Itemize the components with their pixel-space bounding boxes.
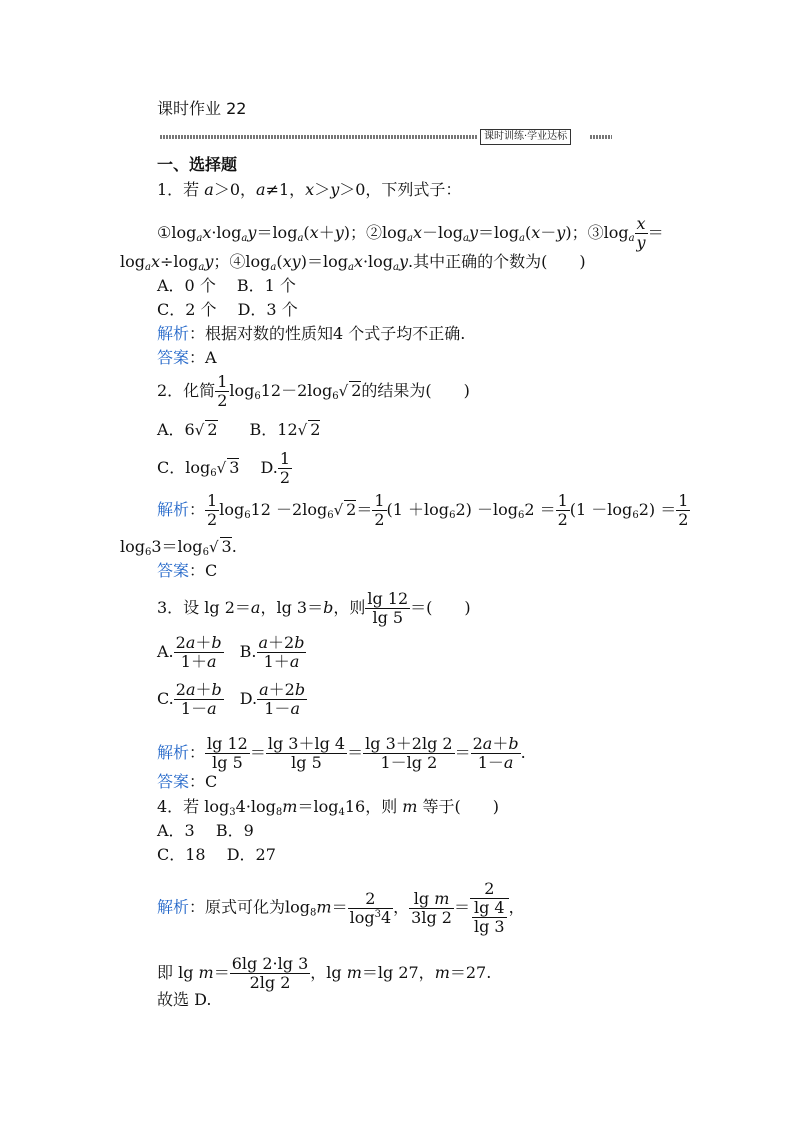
q4-options-ab: A．3 B．9 (157, 821, 254, 840)
q2-stem: 2．化简 $\frac{1}{2}$ $\log_612-2\log_6√$ 2的结果为( ) (157, 372, 470, 410)
q4-analysis-cont: 即 lg m＝ $\frac{6\lg 2\cdot\lg 3}{2\lg 2}$ ，lg m＝lg 27，m＝27. (157, 954, 492, 992)
q2-options-ab: A．6√ 2 B．12√ 2 (157, 420, 321, 439)
q4-options-cd: C．18 D．27 (157, 845, 276, 864)
q1-analysis: 解析：根据对数的性质知4 个式子均不正确. (157, 324, 466, 343)
q4-conclusion: 故选 D. (157, 990, 212, 1009)
q3-stem: 3．设 lg 2＝a，lg 3＝b，则 $\frac{\lg 12}{\lg 5}$ ＝( ) (157, 589, 471, 627)
q1-statements-cont: $\log_ax\div\log_ay$；$④\log_a(xy)=\log_ax\cdot\log_ay$.其中正确的个数为( ) (120, 252, 586, 273)
q3-options-cd: C. $\frac{2a+b}{1-a}$ D. $\frac{a+2b}{1-a}$ (157, 680, 306, 718)
q4-stem: 4．若 $\log_34\cdot\log_8m=\log_416$，则 m 等于( ) (157, 797, 500, 818)
q1-options-cd: C．2 个 D．3 个 (157, 300, 298, 319)
page-title: 课时作业 22 (157, 99, 247, 118)
analysis-label: 解析 (157, 324, 190, 343)
banner-label: 课时训练·学业达标 (480, 129, 571, 145)
q2-answer: 答案：C (157, 561, 218, 580)
q4-analysis: 解析：原式可化为$\log_8m=$ $\frac{2}{\log^34}$ ， $\frac{\text{lg m}}{3\lg 2}$ ＝ $\frac{2}{\frac{\lg 4}{\lg 3}}$ ， (157, 879, 525, 936)
q3-options-ab: A. $\frac{2a+b}{1+a}$ B. $\frac{a+2b}{1+a}$ (157, 633, 305, 671)
q2-analysis-cont: $\log_63=\log_6√$ 3. (120, 537, 237, 558)
q3-analysis: 解析： $\frac{\lg 12}{\lg 5}$ ＝ $\frac{\lg 3+\lg 4}{\lg 5}$ ＝ $\frac{\lg 3+2\lg 2}{1-\lg 2}$ ＝ $\frac{2a+b}{1-a}$ . (157, 734, 526, 772)
q1-statements: $①\log_ax\cdot\log_ay=\log_a(x+y)$；$②\log_ax-\log_ay=\log_a(x-y)$；$③\log_a$ $\frac{x}{y}$ ＝ (157, 214, 664, 252)
section-banner (160, 128, 612, 146)
q2-analysis: 解析： $\frac{1}{2}$ $\log_612 -2\log_6√$ 2＝ $\frac{1}{2}$ $(1 +\log_62) -\log_62$ ＝ $\frac{1}{2}$ $(1 -\log_62)$ ＝ $\frac{1}{2}$ (157, 491, 689, 529)
q3-answer: 答案：C (157, 772, 218, 791)
answer-label: 答案 (157, 348, 190, 367)
q1-options-ab: A．0 个 B．1 个 (157, 276, 296, 295)
q2-options-cd: C．$\log_6√$ 3 D. $\frac{1}{2}$ (157, 449, 290, 487)
section-heading: 一、选择题 (157, 155, 238, 174)
q1-stem: 1．若 a＞0，a≠1，x＞y＞0，下列式子： (157, 180, 462, 199)
q1-answer: 答案：A (157, 348, 217, 367)
